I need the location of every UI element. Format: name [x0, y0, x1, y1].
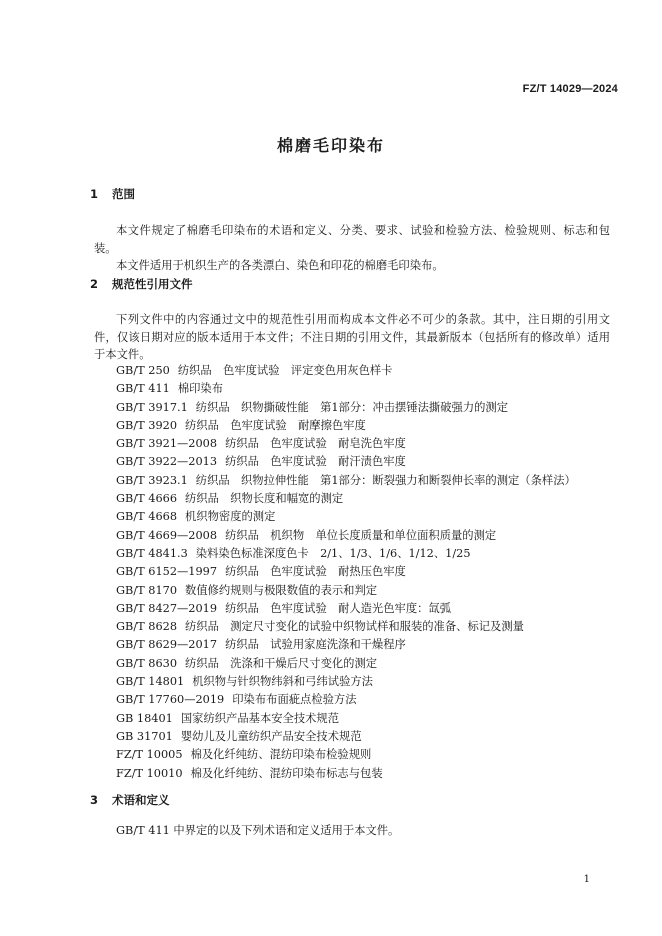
reference-item	[116, 765, 576, 783]
normative-references-list	[116, 362, 576, 783]
section-title: 术语和定义	[112, 793, 170, 807]
section-3-body	[94, 822, 610, 840]
reference-item	[116, 472, 576, 490]
reference-code: GB/T 8628	[116, 620, 178, 634]
reference-title: 国家纺织产品基本安全技术规范	[180, 711, 340, 725]
section-title: 规范性引用文件	[112, 277, 193, 291]
reference-code: GB/T 4841.3	[116, 546, 188, 560]
paragraph: 下列文件中的内容通过文中的规范性引用而构成本文件必不可少的条款。其中，注日期的引用文件，仅该日期对应的版本适用于本文件；不注日期的引用文件，其最新版本（包括所有的修改单）适用于本文件。	[94, 313, 610, 361]
reference-code: GB/T 8427—2019	[116, 601, 218, 615]
reference-code: GB/T 250	[116, 364, 170, 377]
section-number: 2	[90, 277, 99, 291]
reference-title: 纺织品 色牢度试验 评定变色用灰色样卡	[177, 364, 393, 377]
reference-code: FZ/T 10005	[116, 748, 183, 762]
reference-item	[116, 453, 576, 471]
reference-title: 纺织品 机织物 单位长度质量和单位面积质量的测定	[225, 528, 497, 542]
reference-title: 纺织品 织物长度和幅宽的测定	[185, 492, 344, 506]
reference-item	[116, 600, 576, 618]
section-1-body	[94, 222, 610, 275]
reference-item	[116, 728, 576, 746]
reference-item	[116, 435, 576, 453]
reference-code: GB/T 3921—2008	[116, 437, 218, 451]
reference-title: 纺织品 色牢度试验 耐摩擦色牢度	[185, 418, 366, 432]
reference-item	[116, 746, 576, 764]
section-1-heading	[90, 186, 135, 202]
reference-code: FZ/T 10010	[116, 766, 183, 780]
reference-title: 纺织品 色牢度试验 耐皂洗色牢度	[225, 437, 406, 451]
reference-code: GB/T 3917.1	[116, 400, 188, 414]
reference-item	[116, 417, 576, 435]
reference-title: 纺织品 洗涤和干燥后尺寸变化的测定	[185, 656, 378, 670]
reference-code: GB/T 8630	[116, 656, 178, 670]
reference-title: 机织物与针织物纬斜和弓纬试验方法	[192, 675, 373, 689]
reference-title: 棉及化纤纯纺、混纺印染布标志与包装	[190, 766, 383, 780]
reference-item	[116, 563, 576, 581]
reference-code: GB 18401	[116, 711, 173, 725]
reference-item	[116, 380, 576, 398]
reference-code: GB/T 17760—2019	[116, 693, 225, 707]
reference-code: GB/T 6152—1997	[116, 565, 218, 579]
document-title: 棉磨毛印染布	[276, 136, 385, 155]
reference-item	[116, 691, 576, 709]
reference-code: GB/T 3920	[116, 418, 178, 432]
paragraph: 本文件规定了棉磨毛印染布的术语和定义、分类、要求、试验和检验方法、检验规则、标志和包装。	[94, 224, 610, 255]
reference-item	[116, 618, 576, 636]
paragraph: GB/T 411 中界定的以及下列术语和定义适用于本文件。	[116, 824, 400, 837]
reference-title: 纺织品 织物撕破性能 第1部分：冲击摆锤法撕破强力的测定	[195, 400, 509, 414]
reference-title: 纺织品 色牢度试验 耐人造光色牢度：氙弧	[225, 601, 452, 615]
reference-title: 数值修约规则与极限数值的表示和判定	[185, 583, 378, 597]
reference-item	[116, 710, 576, 728]
reference-code: GB 31701	[116, 729, 173, 743]
reference-title: 印染布布面疵点检验方法	[232, 693, 357, 707]
reference-title: 纺织品 织物拉伸性能 第1部分：断裂强力和断裂伸长率的测定（条样法）	[195, 473, 576, 487]
reference-title: 纺织品 试验用家庭洗涤和干燥程序	[225, 638, 406, 652]
reference-item	[116, 527, 576, 545]
reference-item	[116, 399, 576, 417]
reference-title: 纺织品 色牢度试验 耐热压色牢度	[225, 565, 406, 579]
reference-code: GB/T 4668	[116, 510, 178, 524]
reference-code: GB/T 4666	[116, 492, 178, 506]
standard-number: FZ/T 14029—2024	[522, 83, 618, 95]
section-2-heading	[90, 276, 193, 292]
section-number: 3	[90, 793, 99, 807]
reference-item	[116, 673, 576, 691]
section-2-intro	[94, 311, 610, 364]
reference-item	[116, 582, 576, 600]
reference-code: GB/T 3922—2013	[116, 455, 218, 469]
reference-item	[116, 545, 576, 563]
reference-title: 婴幼儿及儿童纺织产品安全技术规范	[180, 729, 362, 743]
reference-item	[116, 655, 576, 673]
reference-code: GB/T 8629—2017	[116, 638, 218, 652]
reference-item	[116, 362, 576, 380]
reference-title: 棉印染布	[177, 382, 224, 396]
reference-code: GB/T 4669—2008	[116, 528, 218, 542]
reference-item	[116, 508, 576, 526]
reference-code: GB/T 8170	[116, 583, 178, 597]
section-3-heading	[90, 792, 170, 808]
reference-title: 染料染色标准深度色卡 2/1、1/3、1/6、1/12、1/25	[195, 546, 471, 560]
section-number: 1	[90, 187, 99, 201]
reference-title: 纺织品 色牢度试验 耐汗渍色牢度	[225, 455, 406, 469]
reference-title: 棉及化纤纯纺、混纺印染布检验规则	[190, 748, 372, 762]
reference-title: 纺织品 测定尺寸变化的试验中织物试样和服装的准备、标记及测量	[185, 620, 524, 634]
reference-code: GB/T 411	[116, 382, 170, 396]
reference-code: GB/T 3923.1	[116, 473, 188, 487]
reference-code: GB/T 14801	[116, 675, 185, 689]
reference-item	[116, 636, 576, 654]
page-number: 1	[583, 874, 590, 885]
reference-title: 机织物密度的测定	[185, 510, 276, 524]
section-title: 范围	[112, 187, 135, 201]
paragraph: 本文件适用于机织生产的各类漂白、染色和印花的棉磨毛印染布。	[116, 259, 444, 272]
reference-item	[116, 490, 576, 508]
